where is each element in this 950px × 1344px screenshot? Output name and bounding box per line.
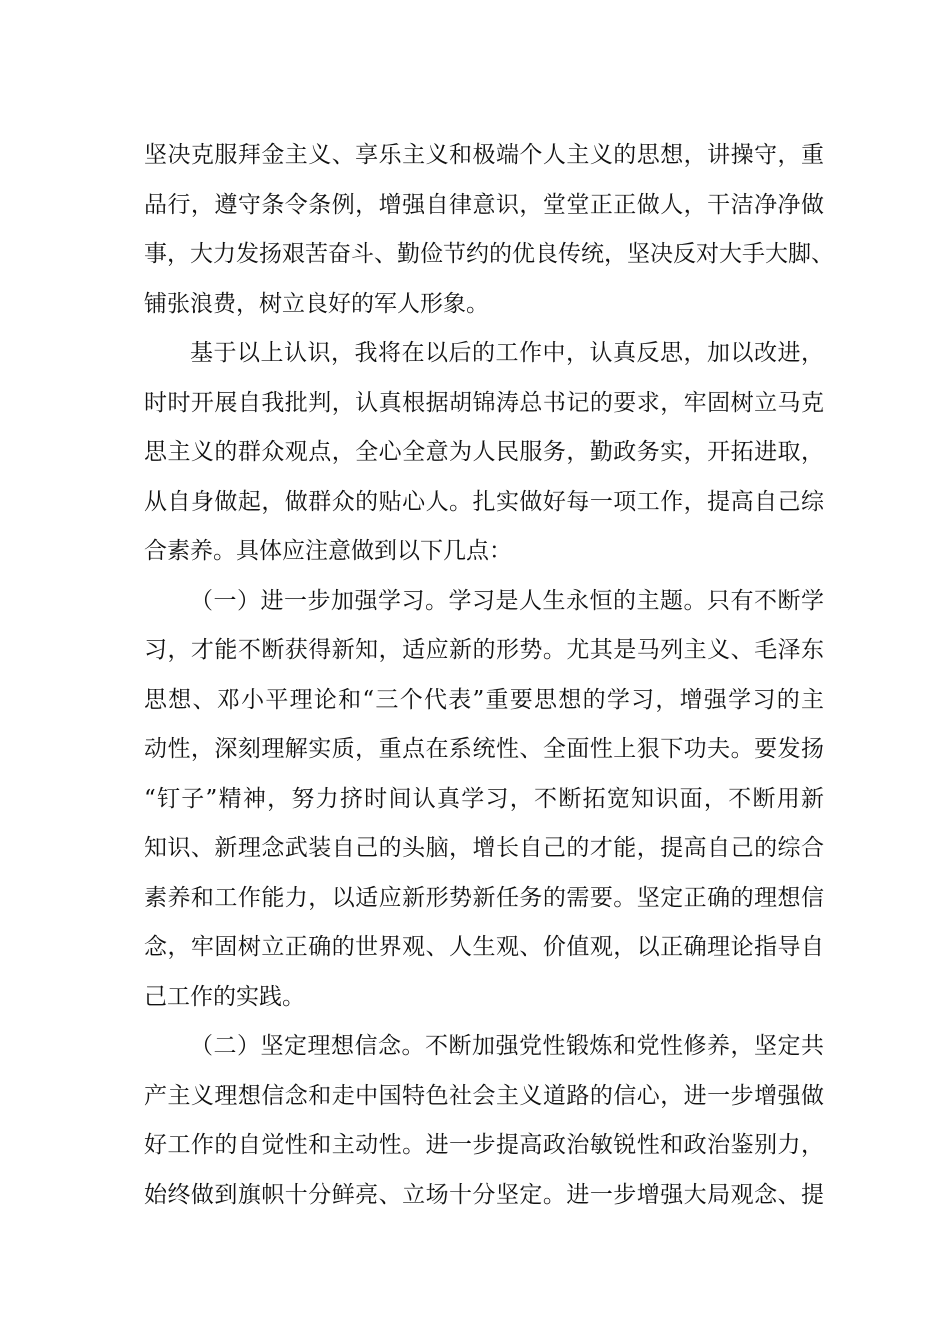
text-line: 知识、新理念武装自己的头脑，增长自己的才能，提高自己的综合 [144, 835, 824, 861]
text-line: 时时开展自我批判，认真根据胡锦涛总书记的要求，牢固树立马克 [144, 389, 824, 416]
text-line: 思主义的群众观点，全心全意为人民服务，勤政务实，开拓进取， [144, 439, 824, 465]
text-line: 从自身做起，做群众的贴心人。扎实做好每一项工作，提高自己综 [144, 488, 824, 515]
text-line: 习，才能不断获得新知，适应新的形势。尤其是马列主义、毛泽东 [144, 637, 824, 663]
text-line: 素养和工作能力，以适应新形势新任务的需要。坚定正确的理想信 [144, 884, 824, 911]
text-line: 品行，遵守条令条例，增强自律意识，堂堂正正做人，干洁净净做 [144, 191, 824, 218]
text-line: 铺张浪费，树立良好的军人形象。 [144, 290, 489, 317]
text-line: “钉子”精神，努力挤时间认真学习，不断拓宽知识面，不断用新 [144, 785, 824, 812]
text-line: 产主义理想信念和走中国特色社会主义道路的信心，进一步增强做 [144, 1082, 824, 1109]
text-line: （二）坚定理想信念。不断加强党性锻炼和党性修养，坚定共 [190, 1033, 824, 1059]
text-line: 合素养。具体应注意做到以下几点： [144, 538, 512, 564]
text-line: 念，牢固树立正确的世界观、人生观、价值观，以正确理论指导自 [144, 934, 824, 960]
text-line: 己工作的实践。 [144, 983, 305, 1010]
text-line: （一）进一步加强学习。学习是人生永恒的主题。只有不断学 [190, 587, 824, 614]
text-line: 坚决克服拜金主义、享乐主义和极端个人主义的思想，讲操守，重 [144, 142, 824, 168]
document-body [144, 131, 834, 1220]
text-line: 思想、邓小平理论和“三个代表”重要思想的学习，增强学习的主 [144, 686, 824, 713]
text-line: 基于以上认识，我将在以后的工作中，认真反思，加以改进， [190, 340, 824, 366]
text-line: 始终做到旗帜十分鲜亮、立场十分坚定。进一步增强大局观念、提 [144, 1181, 824, 1208]
text-line: 动性，深刻理解实质，重点在系统性、全面性上狠下功夫。要发扬 [144, 736, 824, 762]
text-line: 好工作的自觉性和主动性。进一步提高政治敏锐性和政治鉴别力， [144, 1132, 824, 1158]
text-line: 事，大力发扬艰苦奋斗、勤俭节约的优良传统，坚决反对大手大脚、 [144, 241, 834, 267]
